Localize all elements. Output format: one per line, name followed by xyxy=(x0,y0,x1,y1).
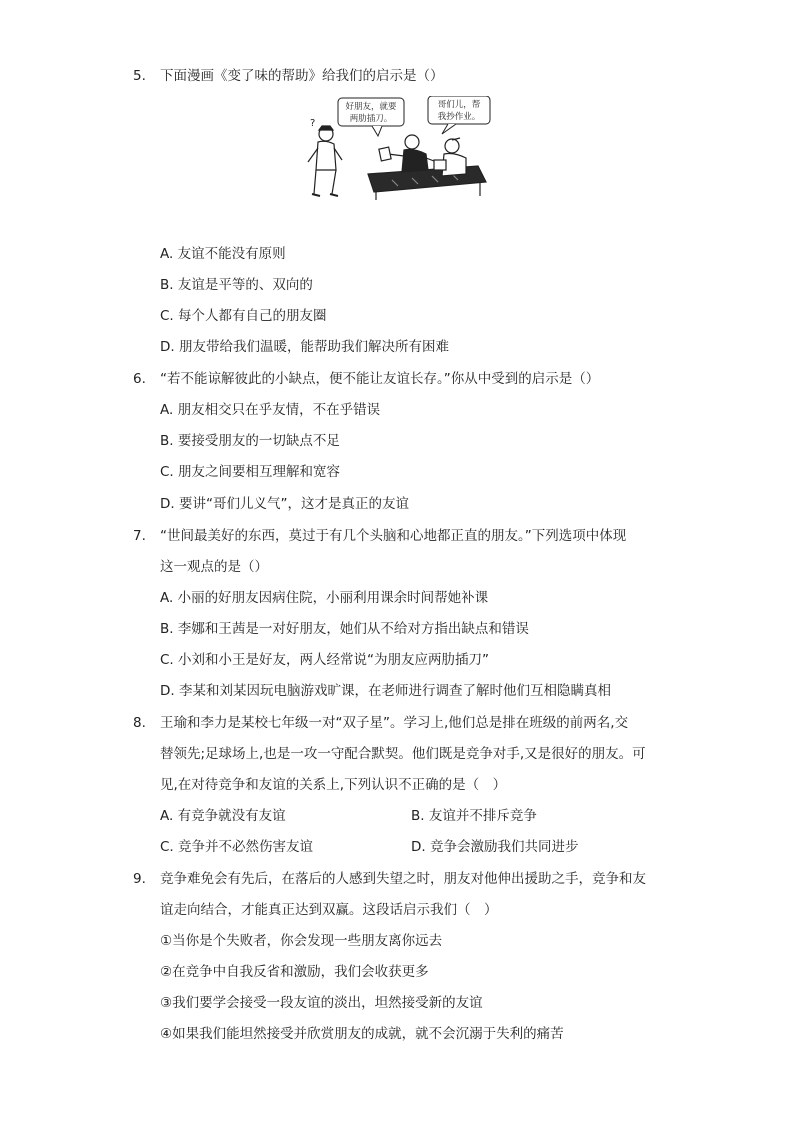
bubble-left-line1: 好朋友，就要 xyxy=(345,102,397,112)
option-c[interactable]: C. 竞争并不必然伤害友谊 xyxy=(160,839,314,855)
bubble-right-line2: 我抄作业。 xyxy=(437,112,481,122)
statement-4: ④如果我们能坦然接受并欣赏朋友的成就，就不会沉溺于失利的痛苦 xyxy=(160,1026,564,1042)
question-stem-line-2: 替领先;足球场上,也是一攻一守配合默契。他们既是竞争对手,又是很好的朋友。可 xyxy=(160,746,646,762)
question-stem-line-1: 王瑜和李力是某校七年级一对“双子星”。学习上,他们总是排在班级的前两名,交 xyxy=(160,715,629,731)
option-a[interactable]: A. 友谊不能没有原则 xyxy=(160,246,286,262)
option-a[interactable]: A. 朋友相交只在乎友情，不在乎错误 xyxy=(160,402,381,418)
statement-1: ①当你是个失败者，你会发现一些朋友离你远去 xyxy=(160,933,443,949)
question-stem-line-3: 见,在对待竞争和友谊的关系上,下列认识不正确的是（ ） xyxy=(160,777,507,793)
option-d[interactable]: D. 朋友带给我们温暖，能帮助我们解决所有困难 xyxy=(160,339,449,355)
question-stem: “若不能谅解彼此的小缺点，便不能让友谊长存。”你从中受到的启示是（） xyxy=(160,371,600,387)
question-stem-line-2: 这一观点的是（） xyxy=(160,559,268,575)
option-a[interactable]: A. 小丽的好朋友因病住院，小丽利用课余时间帮她补课 xyxy=(160,590,489,606)
statement-2: ②在竞争中自我反省和激励，我们会收获更多 xyxy=(160,964,429,980)
option-d[interactable]: D. 竞争会激励我们共同进步 xyxy=(411,839,579,855)
question-number: 6. xyxy=(133,371,146,387)
option-a[interactable]: A. 有竞争就没有友谊 xyxy=(160,808,286,824)
asking-student-figure xyxy=(434,138,466,176)
question-stem-line-1: “世间最美好的东西，莫过于有几个头脑和心地都正直的朋友。”下列选项中体现 xyxy=(160,528,627,544)
helping-student-figure xyxy=(379,135,442,172)
option-b[interactable]: B. 友谊并不排斥竞争 xyxy=(411,808,537,824)
question-stem-line-2: 谊走向结合，才能真正达到双赢。这段话启示我们（ ） xyxy=(160,902,498,918)
option-b[interactable]: B. 要接受朋友的一切缺点不足 xyxy=(160,433,340,449)
option-c[interactable]: C. 朋友之间要相互理解和宽容 xyxy=(160,464,341,480)
option-b[interactable]: B. 李娜和王茜是一对好朋友，她们从不给对方指出缺点和错误 xyxy=(160,621,529,637)
question-stem: 下面漫画《变了味的帮助》给我们的启示是（） xyxy=(160,68,444,84)
question-number: 9. xyxy=(133,871,146,887)
bubble-left-line2: 两肋插刀。 xyxy=(349,114,393,124)
question-number: 5. xyxy=(133,68,146,84)
option-b[interactable]: B. 友谊是平等的、双向的 xyxy=(160,277,313,293)
option-c[interactable]: C. 每个人都有自己的朋友圈 xyxy=(160,308,327,324)
option-d[interactable]: D. 李某和刘某因玩电脑游戏旷课，在老师进行调查了解时他们互相隐瞒真相 xyxy=(160,683,611,699)
svg-text:?: ? xyxy=(310,118,316,129)
standing-student-figure xyxy=(308,118,342,196)
cartoon-image xyxy=(302,96,492,202)
question-stem-line-1: 竞争难免会有先后，在落后的人感到失望之时，朋友对他伸出援助之手，竞争和友 xyxy=(160,871,646,887)
question-number: 7. xyxy=(133,528,146,544)
option-d[interactable]: D. 要讲“哥们儿义气”，这才是真正的友谊 xyxy=(160,496,409,512)
statement-3: ③我们要学会接受一段友谊的淡出，坦然接受新的友谊 xyxy=(160,995,483,1011)
desk xyxy=(368,166,486,200)
question-number: 8. xyxy=(133,715,146,731)
option-c[interactable]: C. 小刘和小王是好友，两人经常说“为朋友应两肋插刀” xyxy=(160,652,489,668)
bubble-right-line1: 哥们儿，帮 xyxy=(437,100,481,110)
